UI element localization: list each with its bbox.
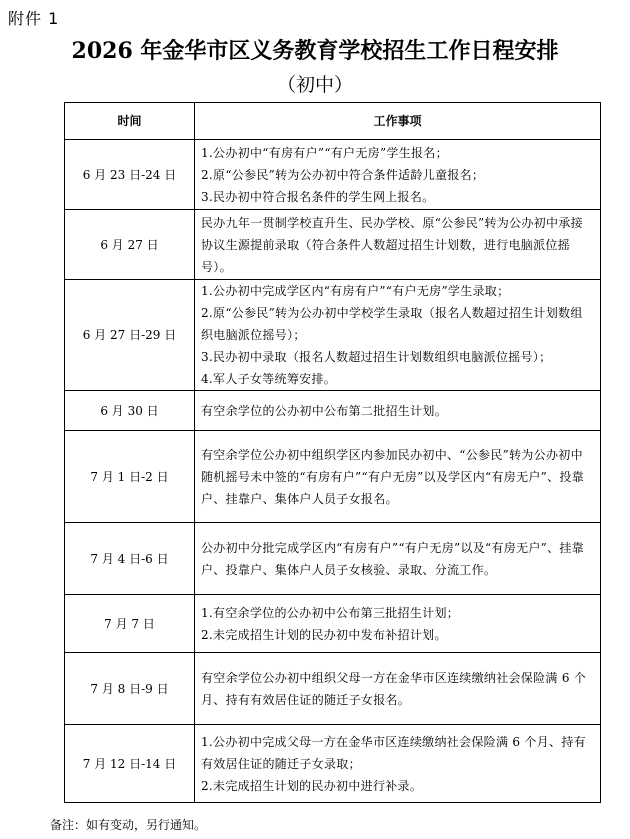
row-item-text: 1.公办初中完成父母一方在金华市区连续缴纳社会保险满 6 个月、持有有效居住证的随迁子女录取；	[201, 734, 586, 771]
row-item-text: 2.原“公参民”转为公办初中符合条件适龄儿童报名；	[201, 167, 485, 182]
column-header-time: 时间	[65, 103, 195, 140]
row-item-text: 有空余学位公办初中组织学区内参加民办初中、“公参民”转为公办初中随机摇号未中签的“有房有户”“有户无房”以及学区内“有房无户”、投靠户、挂靠户、集体户人员子女报名。	[201, 447, 585, 506]
page-subtitle: （初中）	[276, 74, 353, 96]
table-row	[65, 595, 601, 653]
footer-note: 备注：如有变动，另行通知。	[50, 818, 207, 832]
row-items	[195, 210, 601, 280]
table-row	[65, 210, 601, 280]
row-time: 6 月 27 日	[65, 210, 195, 280]
row-item-text: 2.未完成招生计划的民办初中发布补招计划。	[201, 627, 447, 642]
row-items	[195, 391, 601, 431]
schedule-table	[64, 102, 601, 803]
row-item-text: 有空余学位的公办初中公布第二批招生计划。	[201, 403, 448, 418]
row-item-text: 1.有空余学位的公办初中公布第三批招生计划；	[201, 605, 460, 620]
row-time: 7 月 8 日-9 日	[65, 653, 195, 725]
row-time: 7 月 1 日-2 日	[65, 431, 195, 523]
table-row	[65, 431, 601, 523]
row-item-text: 有空余学位公办初中组织父母一方在金华市区连续缴纳社会保险满 6 个月、持有有效居住证的随迁子女报名。	[201, 670, 587, 707]
table-row	[65, 653, 601, 725]
row-time: 6 月 27 日-29 日	[65, 280, 195, 391]
row-time: 7 月 4 日-6 日	[65, 523, 195, 595]
row-item-text: 2.原“公参民”转为公办初中学校学生录取（报名人数超过招生计划数组织电脑派位摇号）；	[201, 306, 583, 342]
page-title: 2026 年金华市区义务教育学校招生工作日程安排	[71, 38, 559, 64]
table-row	[65, 523, 601, 595]
table-row	[65, 391, 601, 431]
column-header-items: 工作事项	[195, 103, 601, 140]
row-time: 6 月 30 日	[65, 391, 195, 431]
row-items	[195, 653, 601, 725]
table-row	[65, 280, 601, 391]
row-item-text: 3.民办初中录取（报名人数超过招生计划数组织电脑派位摇号）；	[201, 350, 552, 364]
row-item-text: 1.公办初中“有房有户”“有户无房”学生报名；	[201, 145, 448, 160]
row-items	[195, 595, 601, 653]
row-time: 7 月 12 日-14 日	[65, 725, 195, 803]
row-item-text: 1.公办初中完成学区内“有房有户”“有户无房”学生录取；	[201, 284, 510, 298]
attachment-label: 附件 1	[8, 9, 60, 28]
row-item-text: 公办初中分批完成学区内“有房有户”“有户无房”以及“有房无户”、挂靠户、投靠户、集体户人员子女核验、录取、分流工作。	[201, 540, 585, 577]
table-row	[65, 140, 601, 210]
row-time: 7 月 7 日	[65, 595, 195, 653]
row-time: 6 月 23 日-24 日	[65, 140, 195, 210]
row-item-text: 3.民办初中符合报名条件的学生网上报名。	[201, 189, 435, 204]
row-items	[195, 523, 601, 595]
row-items	[195, 140, 601, 210]
table-header-row	[65, 103, 601, 140]
row-items	[195, 431, 601, 523]
row-item-text: 4.军人子女等统筹安排。	[201, 372, 337, 386]
row-items	[195, 280, 601, 391]
row-item-text: 民办九年一贯制学校直升生、民办学校、原“公参民”转为公办初中承接协议生源提前录取（符合条件人数超过招生计划数，进行电脑派位摇号）。	[201, 215, 583, 274]
row-item-text: 2.未完成招生计划的民办初中进行补录。	[201, 778, 423, 793]
row-items	[195, 725, 601, 803]
table-row	[65, 725, 601, 803]
